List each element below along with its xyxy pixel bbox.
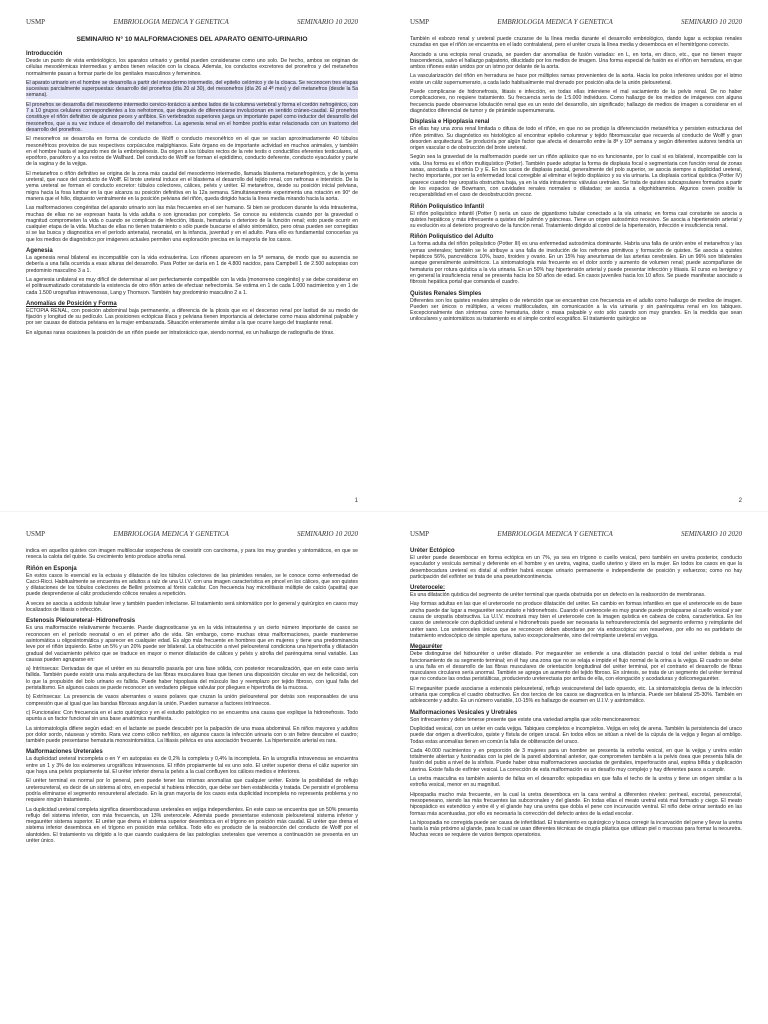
paragraph: El megauréter puede asociarse a estenosis pieloureteral, reflujo vesicoureteral del lado opuesto, etc. La sintomatología deriva de la infección urinaria que complica el cuadro obstructivo. En dos tercios de los casos se diagnostica en la infancia. Puede ser bilateral 25-30%. También en adolescente y adulto. Es un número variable, 10-15% es hallazgo de examen en U.I.V. y asintomático. (410, 685, 742, 705)
page-header (26, 18, 358, 26)
paragraph: El uréter puede desembocar en forma ectópica en un 7%, ya sea en trígono o cuello vesical, pero también en uretra posterior, conducto eyaculador y vesícula seminal y deferente en el hombre y en uretra, vagina, cuello uterino y útero en la mujer. En todos los casos en que la desembocadura ureteral es distal al esfínter habrá escape urinario permanente e independiente de posición y esfuerzos; como no hay participación del esfínter se trata de una pseudoincontinencia. (410, 555, 742, 580)
paragraph: En estos casos lo esencial es la ectasia y dilatación de los túbulos colectores de las pirámides renales, se le conoce como enfermedad de Cacci-Ricci. Habitualmente se encuentra en adultos a raíz de una U.I.V. con una imagen característica en pincel en los cálices, que son quistes y dilataciones de los túbulos colectores de Bellini próximos al fórnix calicilar. Con frecuencia hay microlitiasis múltiple de calcio (apatita) que puede desprenderse al cáliz produciendo cólicos renales a repetición. (26, 572, 358, 598)
paragraph: En algunas raras ocasiones la posición de un riñón puede ser intratorácico que, siendo normal, es un hallazgo de radiografía de tórax. (26, 329, 335, 336)
section-heading: Riñón Poliquístico del Adulto (410, 234, 494, 241)
paragraph: Asociado a una ectopia renal cruzada, se pueden dar anomalías de fusión variadas: en L, en torta, en disco, etc., que no tienen mayor trascendencia, salvo el hallazgo palpatorio, dilucidado por los medios de imagen. Una forma especial de fusión es el riñón en herradura, en que ambos riñones están unidos por un istmo por delante de la aorta. (410, 51, 742, 71)
paragraph: La uretra masculina es también asiento de fallas en el desarrollo: epispadias en que falla el techo de la uretra y tiene un origen similar a la extrofia vesical, menor en su magnitud. (410, 776, 742, 789)
paragraph: Hipospadia mucho más frecuente, en la cual la uretra desemboca en la cara ventral a diferentes niveles: perineal, escrotal, penescrotal, mesopeneano, siendo las más frecuentes las subcoronales y del glande. En todas ellas el meato uretral está mal formado y ciego. El meato hipospádico es estenótico y entre él y el glande hay una uretra que dobla el pene con incurvación ventral. El niño debe orinar sentado en las formas más acentuadas, por ello es necesaria la corrección del defecto antes de la edad escolar. (410, 791, 742, 817)
header-center: EMBRIOLOGIA MEDICA Y GENETICA (113, 530, 229, 538)
section-heading: Malformaciones Ureterales (26, 749, 103, 756)
header-center: EMBRIOLOGIA MEDICA Y GENETICA (497, 18, 613, 26)
page-header (410, 530, 742, 538)
section-heading: Agenesia (26, 248, 53, 255)
section-heading: Displasia e Hipoplasia renal (410, 119, 490, 126)
page-header (26, 530, 358, 538)
paragraph: Es una dilatación quística del segmento de uréter terminal que queda obstruida por un defecto en la reabsorción de membranas. (410, 592, 706, 599)
header-center: EMBRIOLOGIA MEDICA Y GENETICA (113, 18, 229, 26)
page-2 (384, 0, 768, 512)
paragraph: Es una malformación relativamente frecuente. Puede diagnosticarse ya en la vida intrauterina y un cierto número importante de casos se reconocen en el período neonatal o en el primer año de vida. Sin embargo, como muchas otras malformaciones, puede mantenerse asintomática u oligosintomática y aparecer en cualquier edad. Es algo más frecuente en hombres que en mujeres y tiene una predominancia leve por el riñón izquierdo. Entre un 5% y un 20% puede ser bilateral. La obstrucción a nivel pieloureteral condiciona una hipertrofia y dilatación gradual del vaciamiento pélvico que se traduce en mayor o menor dilatación de cálices y pelvis y atrofia del parénquima renal variable. Las causas pueden agruparse en: (26, 625, 358, 663)
paragraph: Cada 40.000 nacimientos y en proporción de 3 mujeres para un hombre se presenta la extrofia vesical, en que la vejiga y uretra están totalmente abiertas y fusionadas con la piel de la pared abdominal anterior, que comprometen también a la pelvis ósea que presenta falla de fusión del pubis a nivel de la sínfisis. Puede haber otras malformaciones asociadas de genitales, imperforación anal, espina bífida y duplicación uterina. Existe falla de esfínter vesical. La corrección de esta malformación es un desafío muy complejo y hay diferentes pasos a cumplir. (410, 747, 742, 773)
paragraph-highlighted: El aparato urinario en el hombre se desarrolla a partir del mesodermo intermedio, del epitelio celómico y de la cloaca. Se reconocen tres etapas sucesivas parcialmente superpuestas: desarrollo del pronefros (día 20 al 30), del mesonefros (día 26 al 4ª mes) y del metanefros (desde la 5a semana). (26, 79, 358, 99)
paragraph: También el esbozo renal y ureteral puede cruzarse de la línea media durante el desarrollo embriológico, dando lugar a ectopias renales cruzadas en que el riñón se encuentra en el lado contralateral, pero el uréter cruza la línea media y desemboca en el hemitrígono correcto. (410, 36, 742, 49)
header-left: USMP (410, 18, 430, 26)
paragraph: La agenesia unilateral es muy difícil de determinar al ser perfectamente compatible con la vida (monorreno congénito) y se debe considerar en el politraumatizado constatando la existencia de otro riñón antes de efectuar nefrectomía. Se estima en 1 de cada 1.000 nacimientos y en 1 de cada 1.500 urografías intravenosas, Lang y Thomson. También hay predominio masculino 2 a 1. (26, 276, 358, 296)
paragraph: Desde un punto de vista embriológico, los aparatos urinario y genital pueden considerarse como uno solo. De hecho, ambos se originan de células mesodérmicas intermedias y ambos tienen relación con la cloaca. Además, los conductos excretores del pronefros y del metanefros normalmente pasan a formar parte de los genitales masculinos y femeninos. (26, 58, 358, 77)
paragraph: ECTOPIA RENAL, con posición abdominal baja permanente, a diferencia de la ptosis que es el descenso renal por laxitud de su medio de fijación y longitud de su pedículo. Las posiciones ectópicas ilíaca y pelviana tienen importancia al detectarse como masa abdominal palpable y por ser causas de distocia pelviana en la mujer embarazada. Situación enteramente similar a la que ocurre luego del trasplante renal. (26, 307, 358, 327)
page-4 (384, 512, 768, 1024)
paragraph: indica en aquellos quistes con imagen multilocular sospechosa de coexistir con carcinoma, y para los muy grandes y sintomáticos, en que se reseca la calota del quiste. Su crecimiento lento produce atrofia renal. (26, 548, 358, 561)
paragraph: La vascularización del riñón en herradura se hace por múltiples ramas provenientes de la aorta. Hacia los polos inferiores unidos por el istmo existe un cáliz supernumerario, a cada lado habitualmente mal drenado por posición alta de la unión pieloureteral. (410, 73, 742, 86)
paragraph: Duplicidad vesical, con un uréter en cada vejiga. Tabiques completos e incompletos. Vejiga en reloj de arena. También la persistencia del uraco puede dar origen a divertículos, quiste y fístula de origen uracal. En todos ellos se sitúan a nivel de la cúpula de la vejiga y llegan al ombligo. Todas estas anomalías tienen en común la falla de obliteración del uraco. (410, 725, 742, 745)
paragraph: b) Extrínsecas: La presencia de vasos aberrantes o vasos polares que cruzan la unión pieloureteral por detrás son responsables de una compresión que al igual que las bandas fibrosas angulan la unión. Pueden sumarse a factores intrínsecos. (26, 694, 358, 707)
header-right: SEMINARIO 10 2020 (680, 18, 742, 26)
section-heading: Quistes Renales Simples (410, 290, 482, 297)
paragraph: Puede complicarse de hidronefrosis, litiasis e infección, en todas ellas interviene el mal vaciamiento de la pelvis renal. De no haber complicaciones, no requiere tratamiento. Su frecuencia sería de 1:5.000 individuos. Como hallazgo de los medios de imágenes con alguna frecuencia puede observarse lobulación renal que es un resto del desarrollo, sin significado; hallazgo de medios de imagen a considerar en el diagnóstico diferencial de tumor y de pirámide supernumeraria. (410, 89, 742, 114)
paragraph: Debe distinguirse del hidrouréter o uréter dilatado. Por megauréter se entiende a una dilatación parcial o total del uréter debida a mal funcionamiento de su segmento terminal; en él hay una zona que no se relaja e impide el flujo normal de la orina a la vejiga. El cuadro se debe a una falla en el desarrollo de las fibras musculares de orientación longitudinal del uréter terminal, por el contrario el desarrollo de fibras musculares circulares sería anormal. También se agrega un aumento del tejido fibroso. En síntesis, se trata de un segmento del uréter terminal que no conduce las ondas peristálticas, produciendo ureterectasia por arriba de ella, con elongación y acodaduras y dolicomegauréter. (410, 651, 742, 683)
section-heading: Estenosis Pieloureteral- Hidronefrosis (26, 618, 136, 625)
paragraph: La duplicidad ureteral completa significa desembocaduras ureterales en vejiga independientes. En este caso se encuentra que un 50% presenta reflujo del sistema inferior, con más frecuencia, un 13% ureterocele. Además puede presentarse estenosis pieloureteral sistema inferior y megauréter sistema superior. El uréter que drena el sistema superior desemboca en el trígono en posición más caudal. El uréter que drena el sistema inferior desemboca en el trígono en posición más cefálica. Todo ello es producto de la reabsorción del conducto de Wolff por el alantoides. El tratamiento va dirigido a lo que cuando cualquiera de las patologías ureterales que veremos a continuación se presenta en un uréter único. (26, 806, 358, 844)
header-right: SEMINARIO 10 2020 (296, 530, 358, 538)
paragraph: El metanefros o riñón definitivo se origina de la zona más caudal del mesodermo intermedio, llamada blastema metanefrogénico, y de la yema ureteral, que nace del conducto de Wolff. El brote ureteral induce en el blastema el desarrollo del tejido renal, con nefronas e intersticio. De la yema ureteral se forman el conducto excretor: túbulos colectores, cálices, pelvis y uréter. El metanefros, desde su posición inicial pelviana, migra hacia la fosa lumbar en la que alcanza su posición definitiva en la 12a semana. Simultáneamente experimenta una rotación en 90° de manera que el hilio, dispuesto ventralmente en la posición pelviana del riñón, queda dirigido hacia la línea media mirando hacia la aorta. (26, 170, 358, 202)
page-header (410, 18, 742, 26)
section-heading: Riñón en Esponja (26, 565, 77, 572)
paragraph: A veces se asocia a acidosis tubular leve y también pueden infectarse. El tratamiento será sintomático por lo general y quirúrgico en casos muy localizados de litiasis o infección. (26, 600, 358, 614)
section-heading: Megauréter (410, 644, 443, 651)
paragraph: El uréter terminal es normal por lo general, pero puede tener las mismas anomalías que cualquier uréter. Existe la posibilidad de reflujo ureteroureteral, es decir de un sistema al otro, en especial si hubiera infección, que debe ser bien establecida y tratada. De persistir el problema podría eliminarse el segmento renoureteral afectado. En la gran mayoría de los casos esta duplicidad incompleta no representa problema y no requiere ningún tratamiento. (26, 778, 358, 804)
paragraph: El riñón poliquístico infantil (Potter I) sería un caso de gigantismo tubular conectado a la vía urinaria; en forma casi constante se asocia a quistes hepáticos y más infrecuente a quistes del pulmón y páncreas. Tiene un origen autosómico recesivo. Se asocia a hipertensión arterial y su evolución es al deterioro progresivo de la función renal. Tratamiento dirigido al control de la hipertensión, infección e insuficiencia renal. (410, 210, 742, 230)
paragraph: El mesonefros se desarrolla en forma de conducto de Wolff o conducto mesonéfrico en el que se vacían aproximadamente 40 túbulos mesonéfricos provistos de sus respectivos corpúsculos malpighianos. Este órgano es de importante actividad en muchos animales, y también en el hombre hasta el segundo mes de la embriogénesis. Da origen a los túbulos rectos de la rete testis o conductillos eferentes testiculares, al epoóforo, paraóforo y a los restos de Wallhard. Del conducto de Wolff se forman el epidídimo, conducto deferente, conducto eyaculador y parte de la vagina y de la vejiga. (26, 136, 358, 168)
section-heading: Ureterocele: (410, 585, 446, 592)
paragraph: Diferentes son los quistes renales simples o de retención que se encuentran con frecuencia en el adulto como hallazgo de medios de imagen. Pueden ser únicos o múltiples, a veces multiloculados, sin comunicación a la vía urinaria y sin parénquima renal en los tabiques. Excepcionalmente dan síntomas como hematuria, dolor o masa palpable y esto sólo cuando son muy grandes. En la medida que sean uniloculares y asintomáticos su tratamiento es el simple control ecográfico. El tratamiento quirúrgico se (410, 297, 742, 323)
paragraph: En ellas hay una zona renal limitada o difusa de todo el riñón, en que no se produjo la diferenciación metanéfrica y persisten estructuras del riñón primitivo. Su diagnóstico es histológico al encontrar epitelio columnar y tejido fibromuscular que recuerda al conducto de Wolff y gran desorden arquitectural. Se produciría por algún factor que afecta el desarrollo entre la 8ª y 10ª semana y según diferentes autores tendría un origen vascular o de obstrucción del brote ureteral. (410, 126, 742, 152)
section-heading: Introducción (26, 51, 63, 57)
paragraph: Son infrecuentes y debe tenerse presente que existe una variedad amplia que sólo mencionaremos: (410, 716, 641, 723)
paragraph: La forma adulta del riñón poliquístico (Potter III) es una enfermedad autosómica dominante. Habría una falla de unión entre el metanefros y las yemas ureterales; también se le atribuye a una falla de involución de los nefrones primitivos y formación de quistes. Se asocia a quistes hepáticos 56%, pancreáticos 10%, bazo, tiroides y ovario. En un 15% hay aneurismas de las arterias cerebrales. En un 96% son bilaterales aunque generalmente asimétricos. La sintomatología más frecuente es el dolor sordo y aumento de volumen renal; puede acompañarse de hematuria por rotura quística a la vía urinaria. En un 50% hay hipertensión arterial y puede presentar infección y litiasis. El curso es benigno y en general la insuficiencia renal se presenta hacia los 50 años de edad. En casos juveniles hacia los 10 años. Se puede manifestar asociado a fibrosis hepática portal que comanda el cuadro. (410, 241, 742, 286)
document-title: SEMINARIO N° 10 MALFORMACIONES DEL APARATO GENITO-URINARIO (76, 36, 308, 43)
section-heading: Malformaciones Vesicales y Uretrales (410, 709, 518, 716)
header-center: EMBRIOLOGIA MEDICA Y GENETICA (497, 530, 613, 538)
header-right: SEMINARIO 10 2020 (680, 530, 742, 538)
page-1 (0, 0, 384, 512)
paragraph: c) Funcionales: Con frecuencia en el acto quirúrgico y en el estudio patológico no se encuentra una causa que explique la hidronefrosis. Todo apunta a un factor funcional sin una base anatómica manifiesta. (26, 709, 358, 723)
section-heading: Uréter Ectópico (410, 548, 455, 554)
paragraph: La duplicidad ureteral incompleta o en Y en autopsias es de 0,2% la completa y 0,4% la incompleta. En la urografía intravenosa se encuentra entre un 1 y 3% de los exámenes urográficos intravenosos. El riñón propiamente tal es uno solo. El uréter superior drena el cáliz superior sin que haya una pelvis propiamente tal. El uréter inferior drena la pelvis a la cual confluyen los cálices medios e inferiores. (26, 756, 358, 776)
paragraph: La agenesia renal bilateral es incompatible con la vida extrauterina. Los riñones aparecen en la 5ª semana, de modo que su ausencia se debería a una falla ocurrida a esas alturas del desarrollo. Para Potter se daría en 1 de 4.800 nacidos, para Campbell 1 de 2.500 autopsias con predominio masculino 3 a 1. (26, 255, 358, 274)
header-left: USMP (26, 18, 46, 26)
paragraph: a) Intrínsecas: Derivadas de que el uréter en su desarrollo pasaría por una fase sólida, con posterior recanalización, que en este caso sería fallida. También puede existir una mala arquitectura de las fibras musculares lisas que tienen una disposición circular en vez de helicoidal, con lo que la propulsión del bolo urinario es fallida. Puede haber hipoplasia del músculo liso y reemplazo por tejido fibroso, con igual falla del peristaltismo. En algunos casos se puede reconocer un verdadero pliegue valvular por pliegues e hipertrofia de la mucosa. (26, 666, 358, 692)
page-3 (0, 512, 384, 1024)
paragraph: Según sea la gravedad de la malformación puede ser un riñón aplásico que no es funcionante, por lo cual si es bilateral, incompatible con la vida. Una forma es el riñón multiquístico (Potter). También puede adoptar la forma de displasia focal o segmentaria con función renal de zonas sanas, asociada a trisomía D y E. En los casos de displasia parcial, generalmente del polo superior, se asocia siempre a duplicidad ureteral, hecho importante, por ser la enfermedad local corregible al eliminar el tejido displásico y su vía urinaria. La displasia cortical quística (Potter IV) aparece cuando hay uropatía obstructiva baja, ya en la vida intrauterina: válvulas uretrales. Se trata de quistes subcapsulares formados a partir de los espacios de Bowmann, con cavidades renales normales o dilatadas; se asocia a oligohidramnios. Algunos creen posible la recuperabilidad en el caso de desobstrucción precoz. (410, 154, 742, 199)
paragraph: La hipospadia no corregida puede ser causa de infertilidad. El tratamiento es quirúrgico y busca corregir la incurvación del pene y llevar la uretra hasta la más próximo al glande, para lo cual se usan diferentes técnicas de cirugía plástica que utilizan piel o mucosas para formar la neouretra. Muchas veces se requiere de varios tiempos operatorios. (410, 819, 742, 839)
header-left: USMP (410, 530, 430, 538)
paragraph: Hay formas adultas en las que el ureterocele no produce dilatación del uréter. En cambio en formas infantiles en que el ureterocele es de base ancha puede dar lugar a megauréter secundario e hidronefrosis. Cuando el ureterocele es muy grande puede prolapsarse al cuello vesical y ser causa de uropatía obstructiva. La U.I.V. mostrará muy bien el ureterocele con la imagen quística en cabeza de cobra, característica. En los casos de ureterocele con duplicidad ureteral e hidronefrosis puede ser necesaria la nefroureterectomía del segmento enfermo y reimplante del uréter sano. Los ureteroceles únicos que se reconocen deben abordarse por vía endoscópica: son resuelves, por ello no es partidario de tratamiento endoscópico de simple apertura, salvo excepcionalmente, sino del reimplante ureteral en vejiga. (410, 601, 742, 639)
page-number: 2 (738, 498, 742, 504)
paragraph: Las malformaciones congénitas del aparato urinario son las más frecuentes en el ser humano. Si bien se producen durante la vida intrauterina, muchas de ellas no se expresan hasta la vida adulta o son ignoradas por completo. Se conoce su existencia cuando por la gravedad o magnitud comprometen la vida o cuando se complican de infección, litiasis, hematuria o deterioro de la función renal; esto puede ocurrir en cualquier etapa de la vida. Muchas de ellas no tienen tratamiento o sólo puede buscarse el alivio sintomático, pero otras pueden ser corregidas si se las busca y diagnostica en el período antenatal, neonatal, en la infancia, juventud y en el adulto. Para ello es fundamental conocerlas ya que los medios de diagnóstico por imágenes actuales permiten una exploración precisa en la mayoría de los casos. (26, 205, 358, 243)
section-heading: Anomalías de Posición y Forma (26, 300, 117, 307)
paragraph: La sintomatología difiere según edad: en el lactante se puede descubrir por la palpación de una masa abdominal. En niños mayores y adultos por dolor sordo, náuseas y vómito. Rara vez como cólico nefrítico, en algunos casos la infección urinaria con o sin fiebre descubre el cuadro; también puede presentarse hematuria monosintomática. La litiasis pélvica es una asociación frecuente. La hipertensión arterial es rara. (26, 725, 358, 745)
page-number: 1 (354, 498, 358, 504)
header-left: USMP (26, 530, 46, 538)
paragraph-highlighted: El pronefros se desarrolla del mesodermo intermedio cervico-torácico a ambos lados de la columna vertebral y forma el cordón nefrogénico, con 7 a 10 grupos celulares correspondientes a los nefrotomos, que después de diferenciarse involucionan en sentido cráneo-caudal. El pronefros constituye el riñón definitivo de algunos peces y anfibios. En vertebrados superiores juega un importante papel como inductor del desarrollo del mesonefros, que a su vez induce el desarrollo del metanefros. La agenesia renal en el hombre podría estar relacionada con un trastorno del desarrollo del pronefros. (26, 101, 358, 133)
section-heading: Riñón Poliquístico Infantil (410, 203, 484, 210)
header-right: SEMINARIO 10 2020 (296, 18, 358, 26)
